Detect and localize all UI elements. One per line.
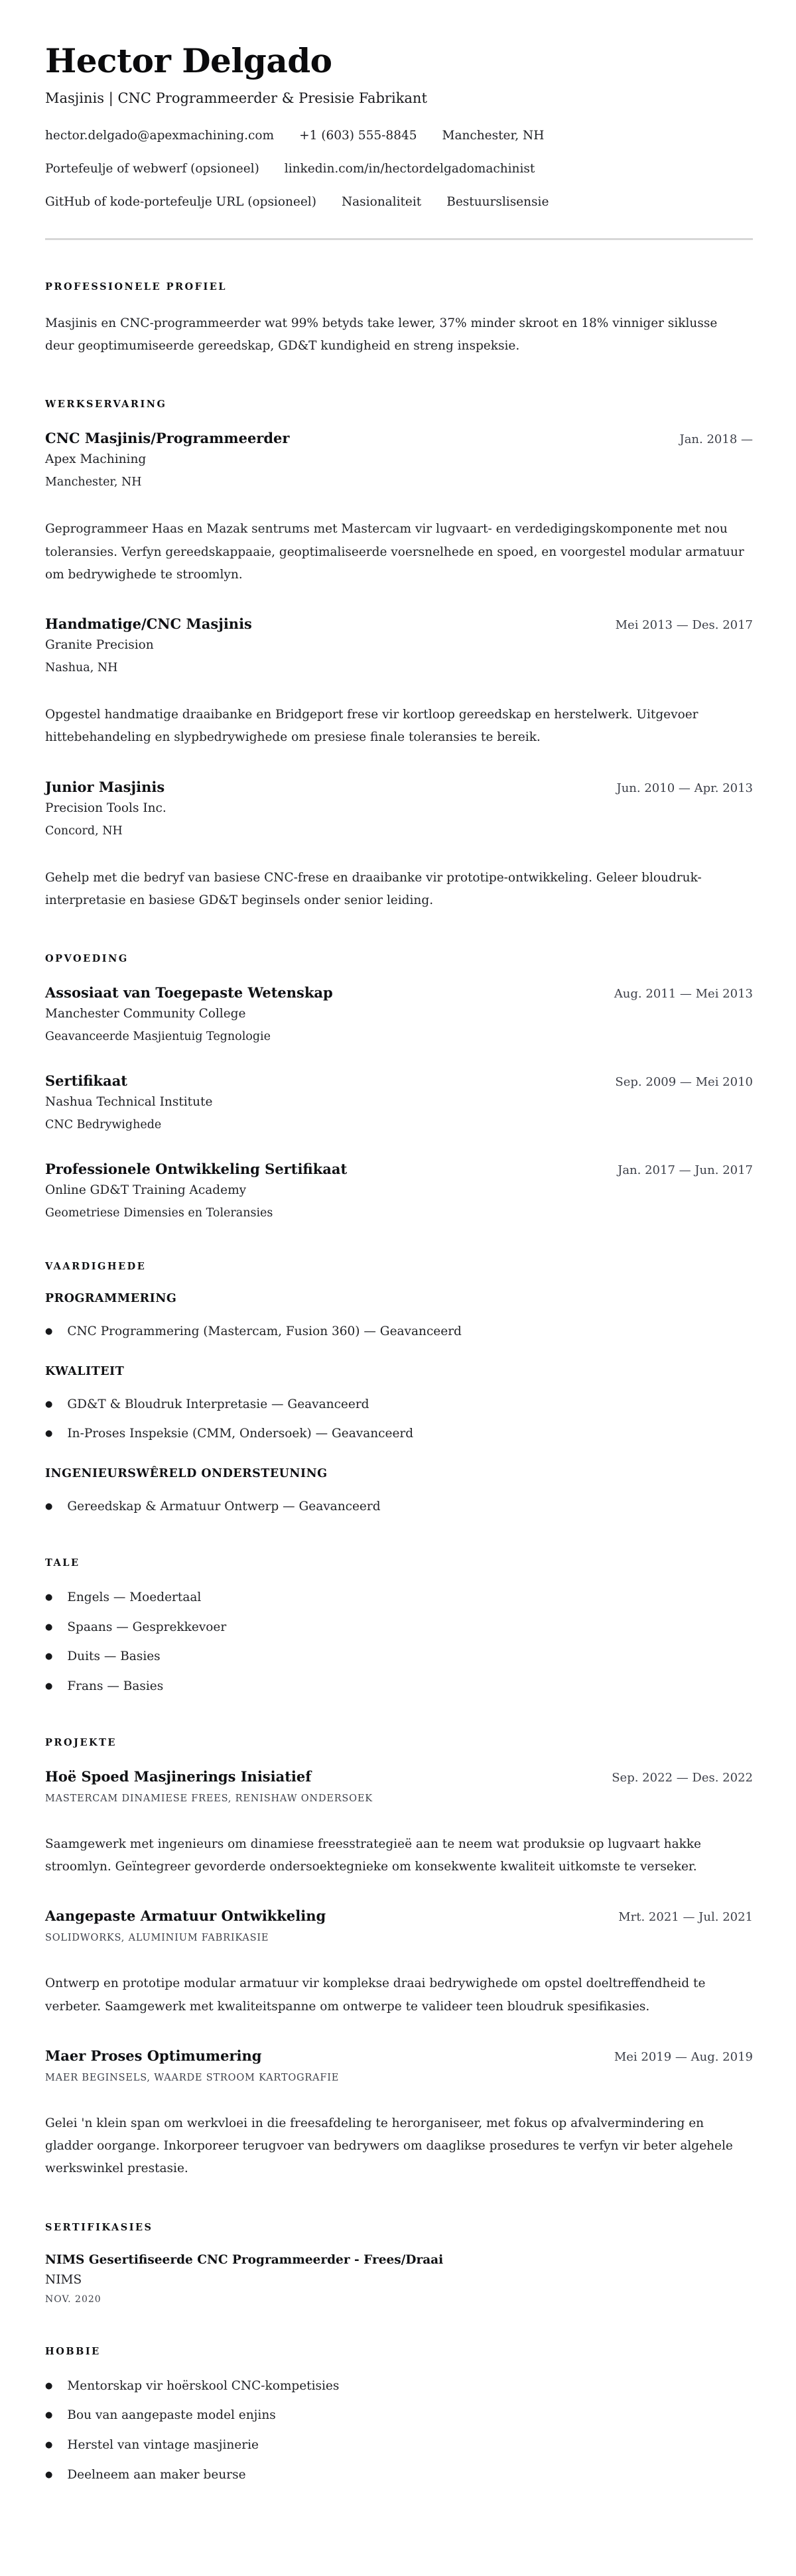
education-entry <box>45 1161 753 1220</box>
certification-title: NIMS Gesertifiseerde CNC Programmeerder - Frees/Draai <box>45 2252 444 2267</box>
project-description: Saamgewerk met ingenieurs om dinamiese freesstrategieë aan te neem wat produksie op lugvaart hakke stroomlyn. Geïntegreer gevorderde ondersoektegnieke om konsekwente kwaliteit uitkomste te verseker. <box>45 1836 702 1874</box>
section-heading-languages: TALE <box>45 1557 80 1569</box>
project-tech: MASTERCAM DINAMIESE FREES, RENISHAW ONDERSOEK <box>45 1793 373 1804</box>
drivers-license-text: Bestuurslisensie <box>446 195 549 209</box>
contact-info <box>45 129 753 209</box>
education-entry <box>45 984 753 1043</box>
bullet-icon: ● <box>45 2410 53 2421</box>
project-title: Maer Proses Optimumering <box>45 2047 262 2064</box>
project-dates: Sep. 2022 — Des. 2022 <box>612 1770 753 1785</box>
section-experience <box>45 399 753 912</box>
field-of-study: CNC Bedrywighede <box>45 1118 162 1131</box>
skill-group-engineering-support <box>45 1467 753 1516</box>
job-company: Precision Tools Inc. <box>45 801 166 815</box>
job-entry <box>45 779 753 912</box>
skill-group-title: PROGRAMMERING <box>45 1291 177 1305</box>
project-title: Aangepaste Armatuur Ontwikkeling <box>45 1907 326 1925</box>
section-heading-projects: PROJEKTE <box>45 1736 117 1748</box>
portfolio-text: Portefeulje of webwerf (opsioneel) <box>45 162 259 176</box>
bullet-icon: ● <box>45 1502 53 1512</box>
hobby-item: ● Mentorskap vir hoërskool CNC-kompetisies <box>45 2378 340 2393</box>
language-item: ● Engels — Moedertaal <box>45 1590 202 1604</box>
education-dates: Sep. 2009 — Mei 2010 <box>615 1074 753 1089</box>
section-languages <box>45 1557 753 1696</box>
project-tech: SOLIDWORKS, ALUMINIUM FABRIKASIE <box>45 1933 269 1944</box>
bullet-icon: ● <box>45 1429 53 1439</box>
degree-title: Assosiaat van Toegepaste Wetenskap <box>45 984 333 1001</box>
school-name: Manchester Community College <box>45 1006 246 1021</box>
job-location: Concord, NH <box>45 824 123 838</box>
school-name: Online GD&T Training Academy <box>45 1183 247 1197</box>
bullet-icon: ● <box>45 1681 53 1692</box>
project-description: Ontwerp en prototipe modular armatuur vir komplekse draai bedrywighede om opstel doeltreffendheid te verbeter. Saamgewerk met kwaliteitspanne om ontwerpe te valideer teen bloudruk spesifikasies. <box>45 1976 706 2014</box>
education-dates: Aug. 2011 — Mei 2013 <box>614 986 753 1001</box>
project-entry <box>45 1907 753 2018</box>
section-heading-skills: VAARDIGHEDE <box>45 1260 147 1272</box>
header <box>45 42 753 209</box>
email-text: hector.delgado@apexmachining.com <box>45 129 275 143</box>
job-description: Opgestel handmatige draaibanke en Bridgeport frese vir kortloop gereedskap en herstelwerk. Uitgevoer hittebehandeling en slypbedrywighede om presiese finale toleransies te bereik. <box>45 708 698 745</box>
degree-title: Sertifikaat <box>45 1072 128 1089</box>
project-description: Gelei 'n klein span om werkvloei in die freesafdeling te herorganiseer, met fokus op afvalvermindering en gladder oorgange. Inkorporeer terugvoer van bedrywers om daaglikse prosedures te verfyn vir beter algehele werkswinkel prestasie. <box>45 2116 733 2176</box>
bullet-icon: ● <box>45 1622 53 1632</box>
skill-item: ● GD&T & Bloudruk Interpretasie — Geavanceerd <box>45 1397 369 1411</box>
job-description: Gehelp met die bedryf van basiese CNC-frese en draaibanke vir prototipe-ontwikkeling. Geleer bloudruk-interpretasie en basiese GD&T beginsels onder senior leiding. <box>45 870 702 907</box>
phone-text: +1 (603) 555-8845 <box>299 129 417 143</box>
bullet-icon: ● <box>45 2380 53 2391</box>
language-item: ● Duits — Basies <box>45 1649 161 1664</box>
certification-issuer: NIMS <box>45 2272 82 2287</box>
bullet-icon: ● <box>45 1326 53 1336</box>
section-profile <box>45 281 753 357</box>
section-heading-experience: WERKSERVARING <box>45 399 167 411</box>
job-dates: Jun. 2010 — Apr. 2013 <box>616 781 753 795</box>
project-tech: MAER BEGINSELS, WAARDE STROOM KARTOGRAFIE <box>45 2072 340 2083</box>
section-education <box>45 953 753 1220</box>
linkedin-text: linkedin.com/in/hectordelgadomachinist <box>284 162 535 176</box>
skill-item: ● CNC Programmering (Mastercam, Fusion 360) — Geavanceerd <box>45 1324 462 1338</box>
education-dates: Jan. 2017 — Jun. 2017 <box>618 1163 753 1177</box>
skill-group-quality <box>45 1365 753 1444</box>
job-title: Junior Masjinis <box>45 778 165 795</box>
degree-title: Professionele Ontwikkeling Sertifikaat <box>45 1160 348 1177</box>
section-skills <box>45 1261 753 1516</box>
section-heading-hobbies: HOBBIE <box>45 2345 101 2357</box>
section-heading-certifications: SERTIFIKASIES <box>45 2221 153 2233</box>
contact-row-1 <box>45 129 753 143</box>
hobby-item: ● Herstel van vintage masjinerie <box>45 2438 259 2452</box>
contact-row-2 <box>45 162 753 176</box>
nationality-text: Nasionaliteit <box>341 195 422 209</box>
certification-entry <box>45 2253 753 2305</box>
job-title: Handmatige/CNC Masjinis <box>45 615 252 633</box>
field-of-study: Geavanceerde Masjientuig Tegnologie <box>45 1029 271 1043</box>
bullet-icon: ● <box>45 1651 53 1662</box>
project-dates: Mrt. 2021 — Jul. 2021 <box>618 1910 753 1925</box>
job-company: Apex Machining <box>45 452 147 467</box>
skill-item: ● In-Proses Inspeksie (CMM, Ondersoek) — Geavanceerd <box>45 1427 414 1441</box>
bullet-icon: ● <box>45 1399 53 1409</box>
hobby-item: ● Bou van aangepaste model enjins <box>45 2408 276 2423</box>
bullet-icon: ● <box>45 2469 53 2480</box>
header-divider <box>45 238 753 240</box>
headline: Masjinis | CNC Programmeerder & Presisie Fabrikant <box>45 90 427 106</box>
skill-group-programming <box>45 1292 753 1341</box>
contact-row-3 <box>45 195 753 209</box>
project-dates: Mei 2019 — Aug. 2019 <box>614 2049 753 2064</box>
candidate-name: Hector Delgado <box>45 41 332 80</box>
profile-summary: Masjinis en CNC-programmeerder wat 99% betyds take lewer, 37% minder skroot en 18% vinniger siklusse deur geoptimumiseerde gereedskap, GD&T kundigheid en streng inspeksie. <box>45 316 718 354</box>
job-dates: Mei 2013 — Des. 2017 <box>615 618 753 633</box>
skill-group-title: INGENIEURSWÊRELD ONDERSTEUNING <box>45 1467 328 1481</box>
skill-item: ● Gereedskap & Armatuur Ontwerp — Geavanceerd <box>45 1500 381 1514</box>
bullet-icon: ● <box>45 1592 53 1602</box>
project-entry <box>45 2047 753 2181</box>
job-title: CNC Masjinis/Programmeerder <box>45 430 290 447</box>
education-entry <box>45 1072 753 1131</box>
section-heading-education: OPVOEDING <box>45 952 129 964</box>
language-item: ● Frans — Basies <box>45 1679 164 1694</box>
section-hobbies <box>45 2346 753 2484</box>
job-company: Granite Precision <box>45 638 154 653</box>
job-dates: Jan. 2018 — <box>679 432 753 447</box>
section-heading-profile: PROFESSIONELE PROFIEL <box>45 281 227 292</box>
certification-date: NOV. 2020 <box>45 2293 101 2305</box>
field-of-study: Geometriese Dimensies en Toleransies <box>45 1206 273 1220</box>
skill-group-title: KWALITEIT <box>45 1364 125 1378</box>
job-entry <box>45 430 753 586</box>
location-text: Manchester, NH <box>442 129 545 143</box>
hobby-item: ● Deelneem aan maker beurse <box>45 2467 246 2482</box>
job-location: Manchester, NH <box>45 476 142 489</box>
job-entry <box>45 615 753 749</box>
bullet-icon: ● <box>45 2440 53 2450</box>
github-text: GitHub of kode-portefeulje URL (opsioneel) <box>45 195 316 209</box>
section-certifications <box>45 2222 753 2305</box>
language-item: ● Spaans — Gesprekkevoer <box>45 1620 227 1634</box>
job-location: Nashua, NH <box>45 661 118 675</box>
project-entry <box>45 1768 753 1878</box>
section-projects <box>45 1737 753 2181</box>
school-name: Nashua Technical Institute <box>45 1094 213 1109</box>
project-title: Hoë Spoed Masjinerings Inisiatief <box>45 1768 312 1785</box>
job-description: Geprogrammeer Haas en Mazak sentrums met Mastercam vir lugvaart- en verdedigingskomponente met nou toleransies. Verfyn gereedskappaaie, geoptimaliseerde voersnelhede en spoed, en voorgestel modular armatuur om bedrywighede te stroomlyn. <box>45 522 744 582</box>
